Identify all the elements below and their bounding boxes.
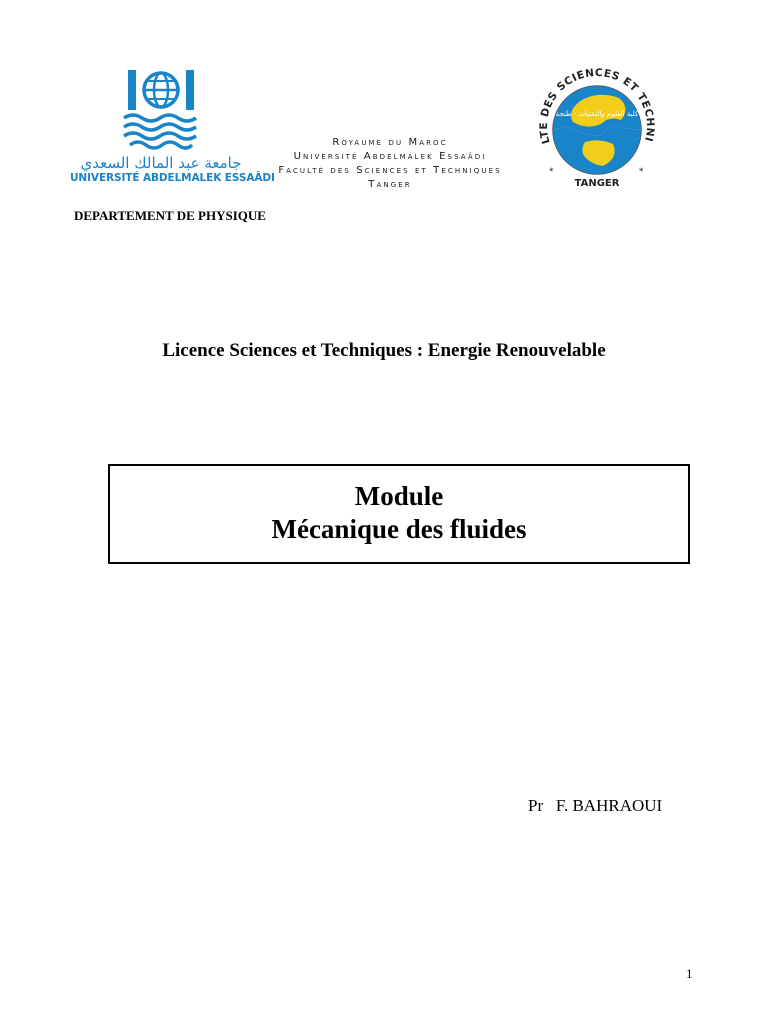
university-arabic-name: جامعة عبد المالك السعدي: [80, 154, 242, 172]
licence-title: Licence Sciences et Techniques : Energie Renouvelable: [162, 340, 606, 361]
university-logo: [70, 66, 275, 188]
header-line-faculty: Faculté des Sciences et Techniques: [278, 165, 502, 176]
author-name: F. BAHRAOUI: [555, 796, 663, 815]
module-title: Module: [354, 481, 444, 511]
department-name: DEPARTEMENT DE PHYSIQUE: [74, 208, 266, 223]
header-line-university: Université Abdelmalek Essaâdi: [293, 151, 487, 162]
module-subtitle: Mécanique des fluides: [271, 514, 527, 544]
page-number: 1: [686, 966, 693, 981]
star-icon: *: [639, 167, 644, 177]
university-emblem-icon: [120, 66, 202, 152]
header-line-city: Tanger: [368, 179, 412, 190]
faculty-ring-text: LTE DES SCIENCES ET TECHNI: [537, 68, 657, 146]
faculty-seal-icon: [527, 68, 667, 192]
header-line-kingdom: Royaume du Maroc: [332, 137, 448, 148]
faculty-city-text: TANGER: [574, 178, 620, 189]
module-box: [108, 464, 690, 564]
author: [528, 796, 662, 816]
faculty-arabic-name: كلية العلوم والتقنيات - طنجة: [555, 110, 639, 118]
faculty-logo: [527, 68, 667, 192]
institution-header: [256, 136, 524, 192]
star-icon: *: [549, 167, 554, 177]
university-latin-name: UNIVERSITÉ ABDELMALEK ESSAÂDI: [70, 172, 275, 184]
author-prefix: Pr: [528, 796, 544, 815]
